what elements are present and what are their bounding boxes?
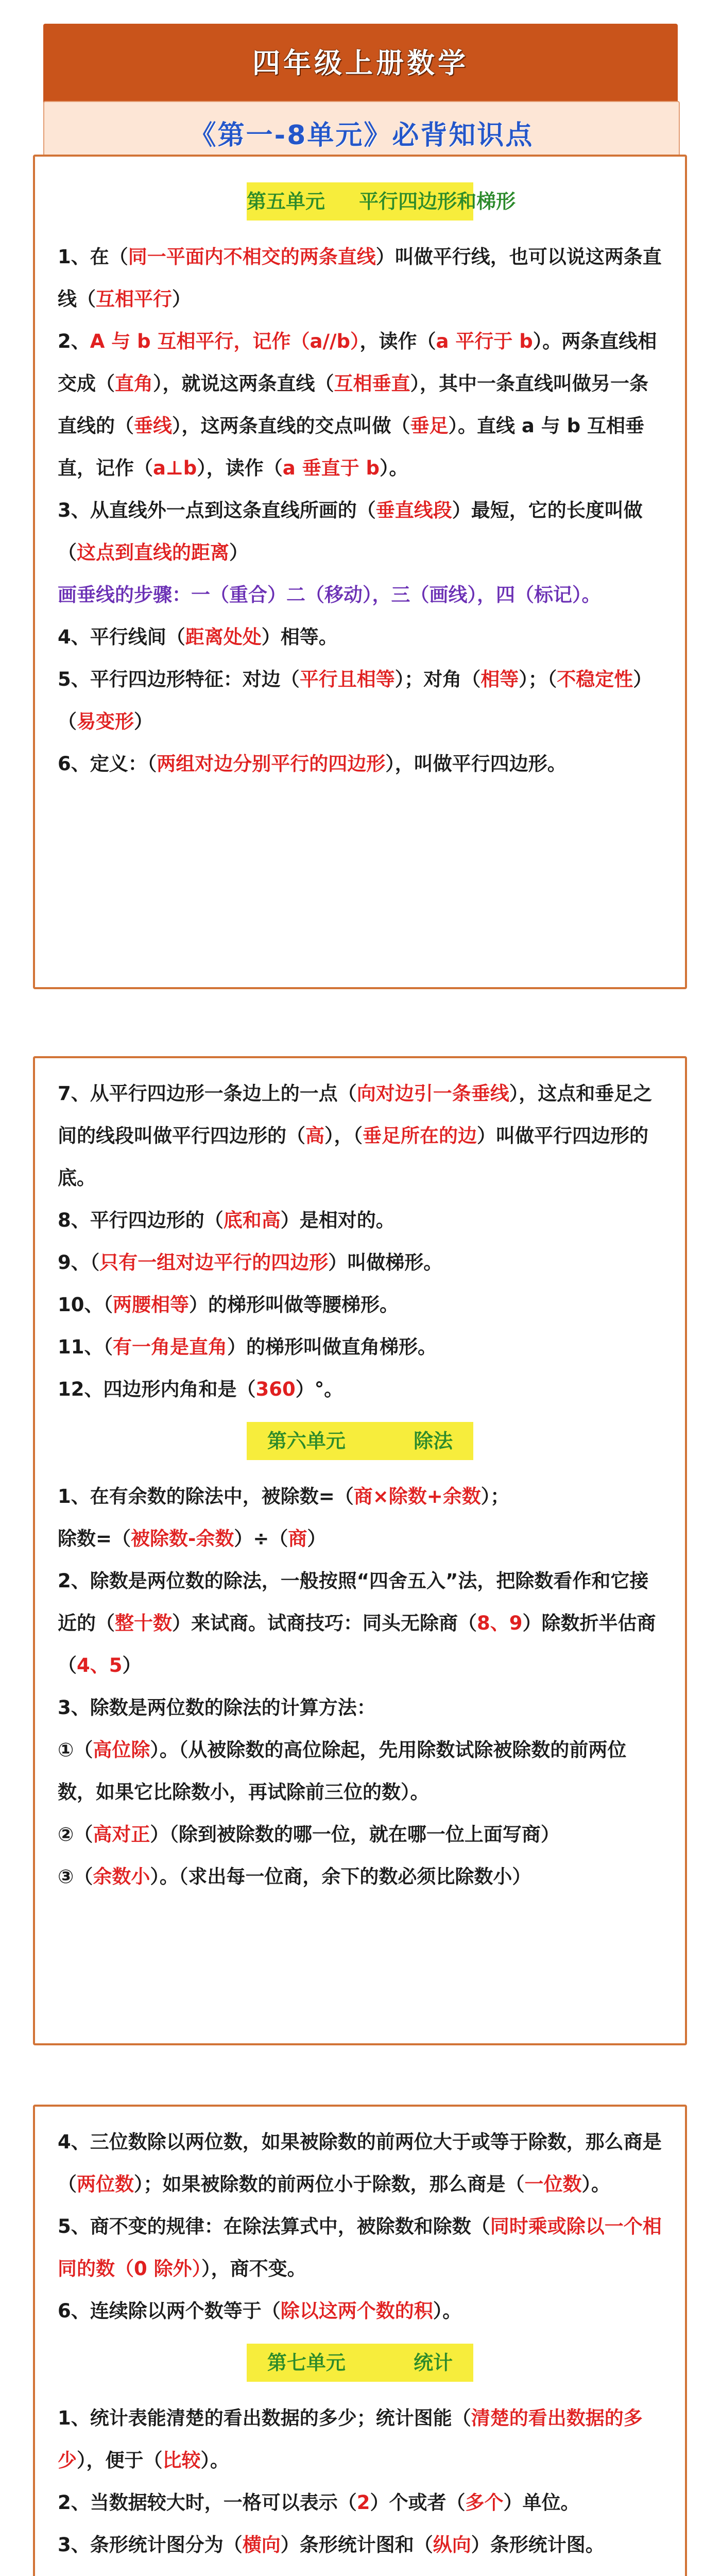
knowledge-line: 2、当数据较大时，一格可以表示（2）个或者（多个）单位。 bbox=[58, 2492, 580, 2514]
knowledge-line: ③（余数小）。（求出每一位商，余下的数必须比除数小） bbox=[58, 1866, 531, 1888]
knowledge-line: 8、平行四边形的（底和高）是相对的。 bbox=[58, 1209, 395, 1231]
knowledge-line: 4、平行线间（距离处处）相等。 bbox=[58, 626, 338, 648]
card-unit5 bbox=[33, 155, 687, 989]
knowledge-line: 11、（有一角是直角）的梯形叫做直角梯形。 bbox=[58, 1336, 437, 1358]
knowledge-line: 除数=（被除数-余数）÷（商） bbox=[58, 1528, 327, 1550]
knowledge-line: 9、（只有一组对边平行的四边形）叫做梯形。 bbox=[58, 1251, 443, 1274]
unit-title: 第六单元 除法 bbox=[247, 1422, 473, 1460]
knowledge-line: 5、商不变的规律：在除法算式中，被除数和除数（同时乘或除以一个相同的数（0 除外）），商不变。 bbox=[58, 2215, 662, 2280]
knowledge-line-steps: 画垂线的步骤：一（重合）二（移动），三（画线），四（标记）。 bbox=[58, 584, 601, 606]
knowledge-line: 2、除数是两位数的除法，一般按照“四舍五入”法，把除数看作和它接近的（整十数）来试商。试商技巧：同头无除商（8、9）除数折半估商（4、5） bbox=[58, 1570, 656, 1676]
knowledge-line: ①（高位除）。（从被除数的高位除起，先用除数试除被除数的前两位数，如果它比除数小，再试除前三位的数）。 bbox=[58, 1739, 627, 1803]
knowledge-line: 7、从平行四边形一条边上的一点（向对边引一条垂线），这点和垂足之间的线段叫做平行四边形的（高），（垂足所在的边）叫做平行四边形的底。 bbox=[58, 1082, 653, 1189]
knowledge-line: 2、A 与 b 互相平行，记作（a//b），读作（a 平行于 b）。两条直线相交成（直角），就说这两条直线（互相垂直），其中一条直线叫做另一条直线的（垂线），这两条直线的交点叫做（垂足）。直线 a 与 b 互相垂直，记作（a⊥b），读作（a 垂直于 b）。 bbox=[58, 330, 657, 479]
card-unit6-unit7-unit8 bbox=[33, 2105, 687, 2576]
unit-title: 第七单元 统计 bbox=[247, 2344, 473, 2382]
knowledge-line: 6、连续除以两个数等于（除以这两个数的积）。 bbox=[58, 2300, 462, 2322]
page-subtitle: 《第一-8单元》必背知识点 bbox=[189, 120, 534, 151]
knowledge-line: 1、在有余数的除法中，被除数=（商×除数+余数）； bbox=[58, 1485, 510, 1507]
page-header bbox=[43, 24, 678, 110]
knowledge-line: 5、平行四边形特征：对边（平行且相等）；对角（相等）；（不稳定性）（易变形） bbox=[58, 668, 653, 733]
subtitle-banner bbox=[43, 101, 680, 159]
knowledge-line: 3、从直线外一点到这条直线所画的（垂直线段）最短，它的长度叫做（这点到直线的距离） bbox=[58, 499, 643, 564]
knowledge-line: 3、除数是两位数的除法的计算方法： bbox=[58, 1697, 376, 1719]
knowledge-line: 12、四边形内角和是（360）°。 bbox=[58, 1378, 344, 1400]
knowledge-line: 10、（两腰相等）的梯形叫做等腰梯形。 bbox=[58, 1294, 399, 1316]
knowledge-line: 4、三位数除以两位数，如果被除数的前两位大于或等于除数，那么商是（两位数）；如果被除数的前两位小于除数，那么商是（一位数）。 bbox=[58, 2131, 662, 2195]
knowledge-line: ②（高对正）（除到被除数的哪一位，就在哪一位上面写商） bbox=[58, 1823, 560, 1845]
knowledge-line: 1、统计表能清楚的看出数据的多少；统计图能（清楚的看出数据的多少），便于（比较）。 bbox=[58, 2407, 643, 2471]
card-unit5-unit6 bbox=[33, 1056, 687, 2045]
knowledge-line: 6、定义：（两组对边分别平行的四边形），叫做平行四边形。 bbox=[58, 753, 566, 775]
knowledge-line: 3、条形统计图分为（横向）条形统计图和（纵向）条形统计图。 bbox=[58, 2534, 605, 2556]
unit-title: 第五单元 平行四边形和梯形 bbox=[247, 182, 473, 221]
page-title: 四年级上册数学 bbox=[252, 47, 469, 79]
knowledge-line: 1、在（同一平面内不相交的两条直线）叫做平行线，也可以说这两条直线（互相平行） bbox=[58, 246, 662, 310]
